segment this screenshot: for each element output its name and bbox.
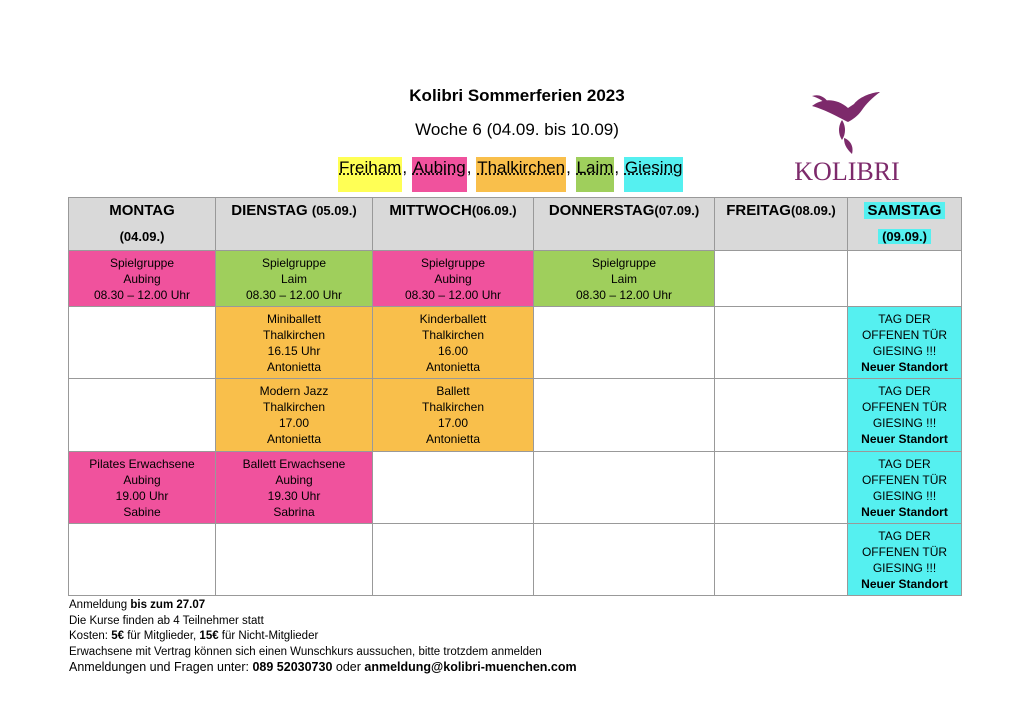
cell-line: Antonietta <box>425 360 481 374</box>
registration-deadline: Anmeldung bis zum 27.07 <box>69 599 206 611</box>
email-link[interactable]: anmeldung@kolibri-muenchen.com <box>364 660 577 674</box>
schedule-row <box>69 379 962 452</box>
cost-info: Kosten: 5€ für Mitglieder, 15€ für Nicht-Mitglieder <box>69 630 319 642</box>
schedule-cell <box>373 251 534 307</box>
cell-line: TAG DER <box>878 457 931 471</box>
location-laim: Laim <box>576 157 615 192</box>
schedule-cell <box>216 307 373 379</box>
schedule-cell <box>715 524 848 596</box>
cell-line: OFFENEN TÜR <box>861 400 948 414</box>
schedule-cell <box>534 251 715 307</box>
cell-line: 17.00 <box>278 416 310 430</box>
phone-number: 089 52030730 <box>252 660 333 674</box>
location-legend: Freiham, Aubing, Thalkirchen, Laim, Giesing <box>338 157 683 192</box>
schedule-cell <box>373 452 534 524</box>
cell-line: 17.00 <box>437 416 469 430</box>
cell-line: Aubing <box>434 272 472 286</box>
cell-line: Thalkirchen <box>421 328 485 342</box>
schedule-cell <box>216 524 373 596</box>
cell-line: TAG DER <box>878 529 931 543</box>
min-participants: Die Kurse finden ab 4 Teilnehmer statt <box>69 614 264 627</box>
location-thalkirchen: Thalkirchen <box>476 157 566 192</box>
cell-line: Kinderballett <box>419 312 487 326</box>
cell-line: Antonietta <box>425 432 481 446</box>
cell-line: Spielgruppe <box>420 256 486 270</box>
schedule-cell <box>848 379 962 452</box>
day-header-row <box>69 198 962 251</box>
schedule-row <box>69 452 962 524</box>
cell-line: TAG DER <box>878 312 931 326</box>
location-aubing: Aubing <box>412 157 467 192</box>
schedule-cell <box>373 307 534 379</box>
schedule-cell <box>715 379 848 452</box>
cell-line: Aubing <box>123 473 161 487</box>
cell-line: Laim <box>610 272 637 286</box>
cell-line: GIESING !!! <box>872 416 937 430</box>
day-header: DONNERSTAG(07.09.) <box>534 198 715 251</box>
cell-line: Sabine <box>123 505 161 519</box>
cell-line: Miniballett <box>266 312 322 326</box>
schedule-cell <box>69 524 216 596</box>
cell-line: Spielgruppe <box>591 256 657 270</box>
schedule-cell <box>848 524 962 596</box>
day-header: FREITAG(08.09.) <box>715 198 848 251</box>
cell-line: Thalkirchen <box>262 400 326 414</box>
hummingbird-icon <box>812 92 880 154</box>
kolibri-logo <box>782 80 912 190</box>
cell-line: Laim <box>280 272 307 286</box>
cell-line: Ballett <box>436 384 470 398</box>
schedule-cell <box>534 524 715 596</box>
schedule-cell <box>69 379 216 452</box>
schedule-cell <box>534 379 715 452</box>
cell-line: 08.30 – 12.00 Uhr <box>93 288 191 302</box>
day-header: MONTAG (04.09.) <box>69 198 216 251</box>
schedule-row <box>69 524 962 596</box>
schedule-cell <box>216 452 373 524</box>
cell-line: Antonietta <box>266 360 322 374</box>
cell-line: 19.30 Uhr <box>267 489 321 503</box>
contact-info: Anmeldungen und Fragen unter: 089 52030730 oder anmeldung@kolibri-muenchen.com <box>69 660 577 674</box>
cell-line: Aubing <box>275 473 313 487</box>
cell-line: 19.00 Uhr <box>115 489 169 503</box>
day-header: DIENSTAG (05.09.) <box>216 198 373 251</box>
schedule-cell <box>69 251 216 307</box>
schedule-row <box>69 307 962 379</box>
schedule-cell <box>715 251 848 307</box>
cell-line: Neuer Standort <box>861 432 948 446</box>
location-giesing: Giesing <box>624 157 684 192</box>
cell-line: OFFENEN TÜR <box>861 328 948 342</box>
location-freiham: Freiham <box>338 157 402 192</box>
schedule-cell <box>373 379 534 452</box>
cell-line: Spielgruppe <box>109 256 175 270</box>
cell-line: Spielgruppe <box>261 256 327 270</box>
cell-line: Modern Jazz <box>259 384 329 398</box>
day-header: MITTWOCH(06.09.) <box>373 198 534 251</box>
schedule-cell <box>69 452 216 524</box>
cell-line: 16.00 <box>437 344 469 358</box>
week-subtitle: Woche 6 (04.09. bis 10.09) <box>415 120 619 139</box>
schedule-cell <box>216 251 373 307</box>
cell-line: Neuer Standort <box>861 577 948 591</box>
cell-line: Thalkirchen <box>262 328 326 342</box>
schedule-cell <box>715 452 848 524</box>
footer-info <box>69 598 577 676</box>
schedule-cell <box>534 452 715 524</box>
contract-note: Erwachsene mit Vertrag können sich einen Wunschkurs aussuchen, bitte trotzdem anmelden <box>69 645 542 658</box>
schedule-row <box>69 251 962 307</box>
cell-line: Ballett Erwachsene <box>242 457 346 471</box>
cell-line: GIESING !!! <box>872 561 937 575</box>
cell-line: Neuer Standort <box>861 505 948 519</box>
cell-line: 08.30 – 12.00 Uhr <box>575 288 673 302</box>
schedule-cell <box>216 379 373 452</box>
cell-line: Pilates Erwachsene <box>89 457 195 471</box>
cell-line: TAG DER <box>878 384 931 398</box>
cell-line: Sabrina <box>273 505 315 519</box>
cell-line: OFFENEN TÜR <box>861 545 948 559</box>
cell-line: 08.30 – 12.00 Uhr <box>404 288 502 302</box>
cell-line: GIESING !!! <box>872 344 937 358</box>
page-title: Kolibri Sommerferien 2023 <box>409 86 625 105</box>
schedule-cell <box>534 307 715 379</box>
day-header: SAMSTAG (09.09.) <box>848 198 962 251</box>
cell-line: Antonietta <box>266 432 322 446</box>
schedule-cell <box>715 307 848 379</box>
schedule-cell <box>848 307 962 379</box>
cell-line: 08.30 – 12.00 Uhr <box>245 288 343 302</box>
schedule-cell <box>373 524 534 596</box>
cell-line: GIESING !!! <box>872 489 937 503</box>
cell-line: Neuer Standort <box>861 360 948 374</box>
cell-line: OFFENEN TÜR <box>861 473 948 487</box>
schedule-cell <box>848 251 962 307</box>
schedule-cell <box>848 452 962 524</box>
schedule-table <box>68 197 962 596</box>
cell-line: 16.15 Uhr <box>267 344 321 358</box>
logo-wordmark: KOLIBRI <box>794 157 900 186</box>
cell-line: Aubing <box>123 272 161 286</box>
cell-line: Thalkirchen <box>421 400 485 414</box>
schedule-cell <box>69 307 216 379</box>
